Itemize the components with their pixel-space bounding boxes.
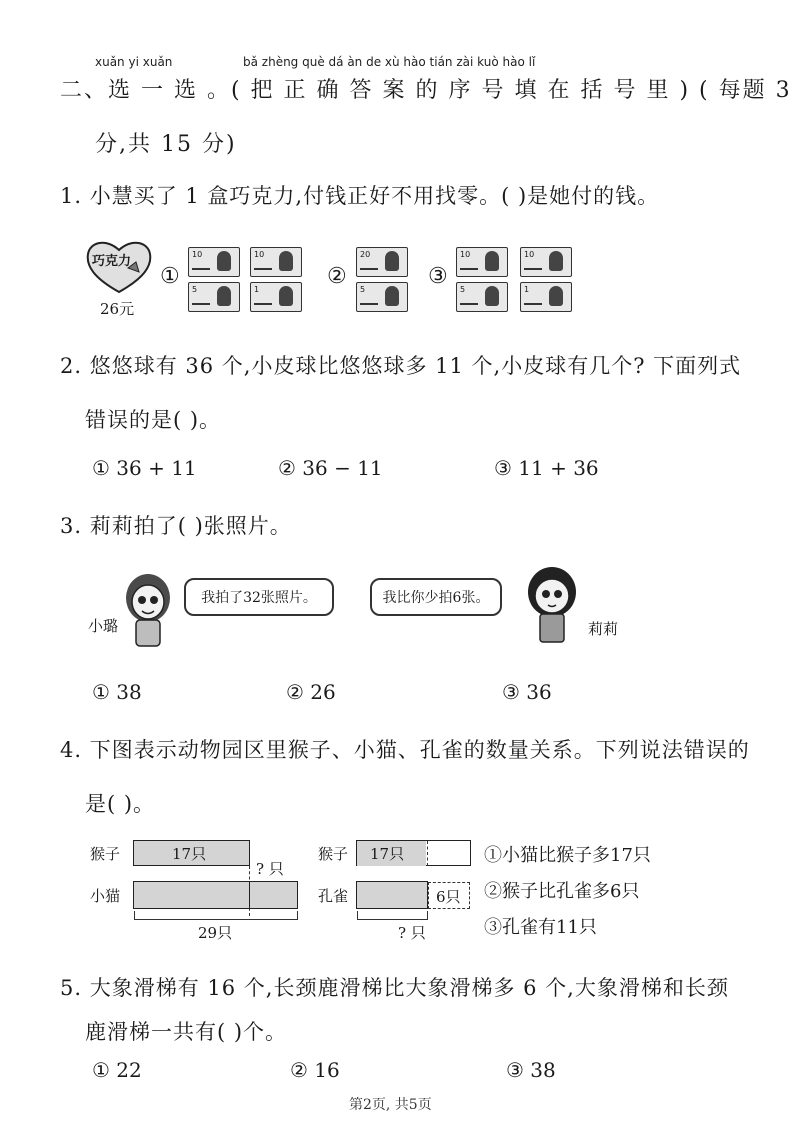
banknote-icon — [188, 282, 240, 312]
banknote-icon — [250, 282, 302, 312]
banknote-icon — [520, 282, 572, 312]
q2-stem-line1: 2. 悠悠球有 36 个,小皮球比悠悠球多 11 个,小皮球有几个? 下面列式 — [60, 354, 742, 378]
q3-option-3: ③ 36 — [502, 680, 552, 704]
q2-option-1: ① 36 + 11 — [92, 456, 197, 480]
q5-option-1: ① 22 — [92, 1058, 142, 1082]
q5-option-2: ② 16 — [290, 1058, 340, 1082]
banknote-value: 5 — [360, 285, 366, 294]
peacock-bar — [356, 881, 428, 909]
q4-choice-1: ①小猫比猴子多17只 — [484, 845, 651, 866]
name-lili: 莉莉 — [588, 620, 619, 638]
banknote-value: 10 — [192, 250, 203, 259]
left-question-label: ? 只 — [256, 860, 284, 878]
cat-bar — [133, 881, 298, 909]
section-title-line2: 分,共 15 分) — [95, 132, 237, 157]
section-title-line1: 二、选 一 选 。( 把 正 确 答 案 的 序 号 填 在 括 号 里 ) ( 每题 3 — [60, 78, 792, 103]
q2-option-2: ② 36 − 11 — [278, 456, 383, 480]
left-diagram-label-cat: 小猫 — [90, 887, 121, 905]
right-diff-label: 6只 — [436, 888, 461, 906]
q4-stem-line2: 是( )。 — [85, 792, 156, 816]
banknote-icon — [188, 247, 240, 277]
monkey-bar-right-label: 17只 — [370, 845, 405, 863]
right-dashed-divider — [427, 841, 429, 866]
q3-stem: 3. 莉莉拍了( )张照片。 — [60, 514, 292, 538]
left-total-label: 29只 — [198, 924, 233, 942]
chocolate-price: 26元 — [100, 300, 135, 318]
total-brace — [134, 911, 298, 920]
chocolate-label: 巧克力 — [92, 254, 132, 269]
banknote-value: 1 — [524, 285, 530, 294]
girl-lili-illustration — [522, 562, 582, 644]
q3-option-1: ① 38 — [92, 680, 142, 704]
banknote-value: 1 — [254, 285, 260, 294]
q2-stem-line2: 错误的是( )。 — [85, 408, 222, 432]
cat-bar-divider — [249, 882, 250, 908]
speech-left-text: 我拍了32张照片。 — [201, 590, 317, 606]
q5-option-3: ③ 38 — [506, 1058, 556, 1082]
banknote-value: 10 — [524, 250, 535, 259]
right-diagram-label-monkey: 猴子 — [318, 845, 349, 863]
banknote-icon — [520, 247, 572, 277]
q4-stem-line1: 4. 下图表示动物园区里猴子、小猫、孔雀的数量关系。下列说法错误的 — [60, 738, 750, 762]
banknote-value: 5 — [192, 285, 198, 294]
speech-bubble-left — [184, 578, 334, 616]
banknote-icon — [456, 247, 508, 277]
banknote-icon — [356, 247, 408, 277]
q1-option-1-mark: ① — [160, 264, 180, 289]
q2-option-3: ③ 11 + 36 — [494, 456, 599, 480]
name-xiaolu: 小璐 — [88, 617, 119, 635]
q4-choice-3: ③孔雀有11只 — [484, 917, 597, 938]
q1-option-3-mark: ③ — [428, 264, 448, 289]
banknote-value: 20 — [360, 250, 371, 259]
banknote-value: 10 — [460, 250, 471, 259]
q5-stem-line2: 鹿滑梯一共有( )个。 — [85, 1020, 288, 1044]
speech-bubble-right — [370, 578, 502, 616]
peacock-brace — [357, 911, 428, 920]
pinyin-instruction: bǎ zhèng què dá àn de xù hào tián zài kuò hào lǐ — [243, 55, 536, 69]
right-diagram-label-peacock: 孔雀 — [318, 887, 349, 905]
banknote-value: 5 — [460, 285, 466, 294]
page-footer: 第2页, 共5页 — [349, 1097, 432, 1113]
banknote-value: 10 — [254, 250, 265, 259]
q4-choice-2: ②猴子比孔雀多6只 — [484, 881, 640, 902]
girl-xiaolu-illustration — [120, 568, 180, 648]
pinyin-select: xuǎn yi xuǎn — [95, 55, 173, 69]
banknote-icon — [250, 247, 302, 277]
right-question-label: ? 只 — [398, 924, 426, 942]
speech-right-text: 我比你少拍6张。 — [382, 590, 490, 606]
banknote-icon — [356, 282, 408, 312]
q1-stem: 1. 小慧买了 1 盒巧克力,付钱正好不用找零。( )是她付的钱。 — [60, 184, 660, 208]
q3-option-2: ② 26 — [286, 680, 336, 704]
banknote-icon — [456, 282, 508, 312]
left-diagram-label-monkey: 猴子 — [90, 845, 121, 863]
q1-option-2-mark: ② — [327, 264, 347, 289]
q5-stem-line1: 5. 大象滑梯有 16 个,长颈鹿滑梯比大象滑梯多 6 个,大象滑梯和长颈 — [60, 976, 729, 1000]
monkey-bar-label: 17只 — [172, 845, 207, 863]
